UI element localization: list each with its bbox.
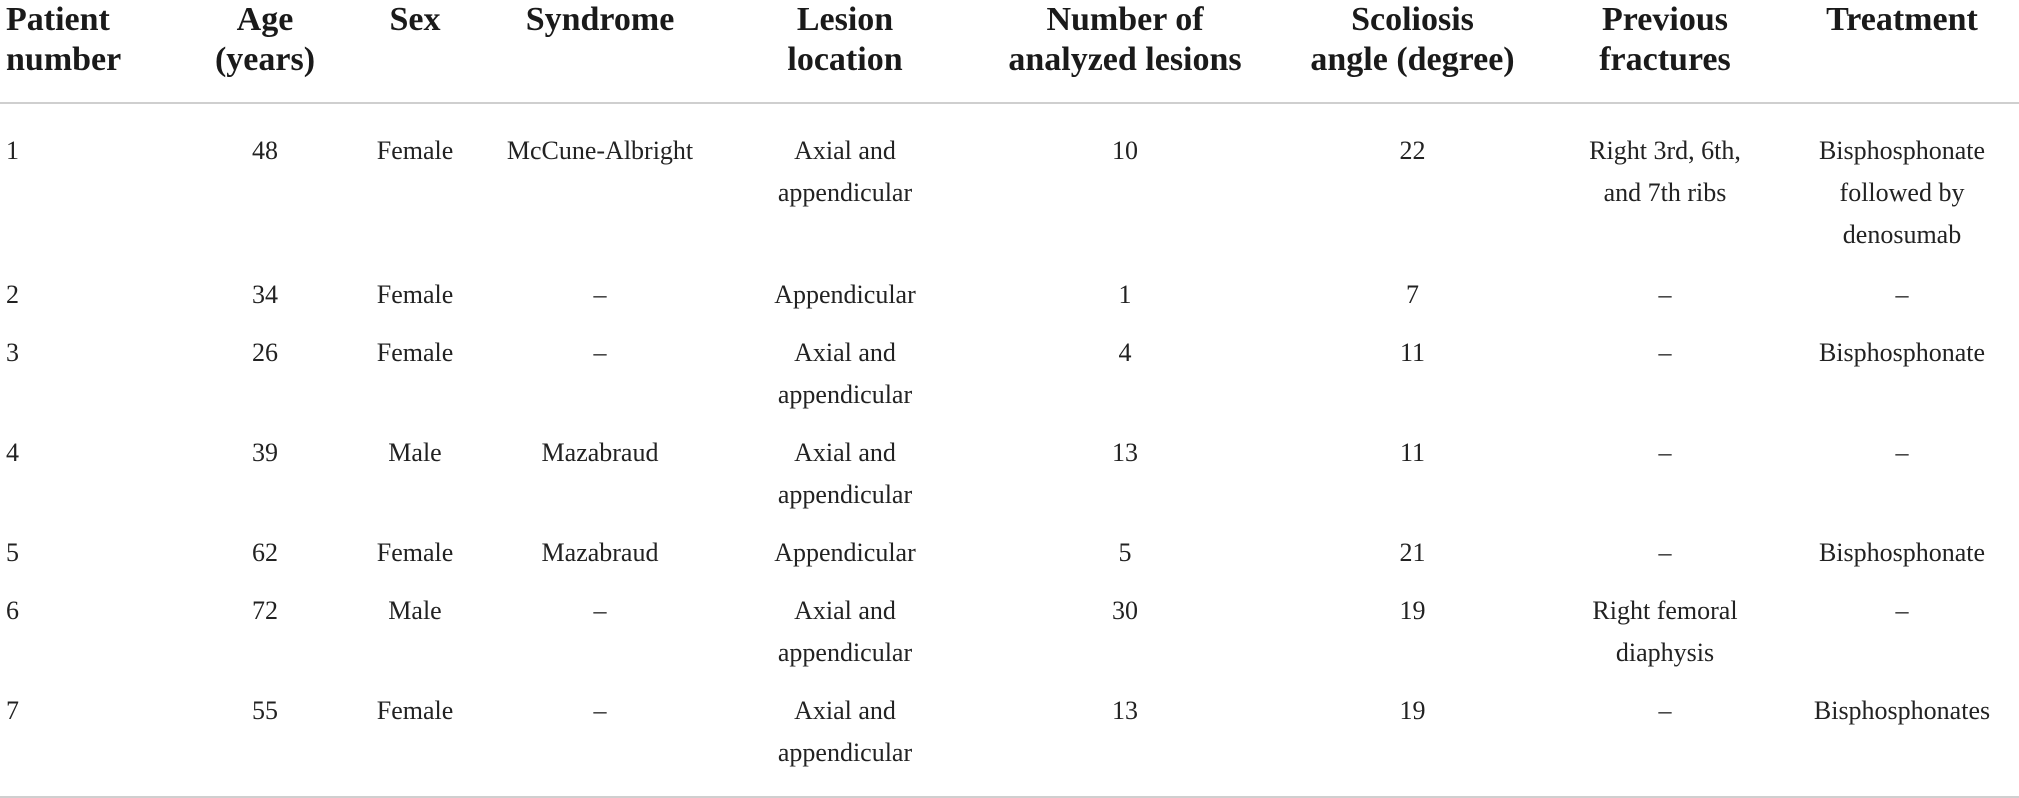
cell-text: 4 bbox=[1118, 338, 1132, 367]
cell-treatment bbox=[1785, 103, 2019, 266]
cell-text: 22 bbox=[1399, 136, 1426, 165]
column-header-number-of-lesions bbox=[970, 0, 1280, 103]
column-header-previous-fractures bbox=[1545, 0, 1785, 103]
cell-lesion-location bbox=[720, 103, 970, 266]
cell-text: – bbox=[1658, 438, 1672, 467]
cell-text: 55 bbox=[252, 696, 278, 725]
cell-syndrome bbox=[480, 424, 720, 524]
cell-patient-number bbox=[0, 582, 180, 682]
cell-syndrome bbox=[480, 582, 720, 682]
cell-number-of-lesions bbox=[970, 582, 1280, 682]
cell-text: – bbox=[1895, 438, 1909, 467]
cell-text: – bbox=[1658, 696, 1672, 725]
header-row bbox=[0, 0, 2019, 103]
cell-text: – bbox=[1658, 338, 1672, 367]
table-row bbox=[0, 324, 2019, 424]
column-header-line: (years) bbox=[214, 41, 316, 78]
cell-lesion-location bbox=[720, 324, 970, 424]
cell-previous-fractures bbox=[1545, 324, 1785, 424]
cell-text: – bbox=[1895, 596, 1909, 625]
cell-text: appendicular bbox=[777, 738, 913, 767]
column-header-line: angle (degree) bbox=[1310, 41, 1515, 78]
cell-treatment bbox=[1785, 324, 2019, 424]
cell-age bbox=[180, 424, 350, 524]
cell-age bbox=[180, 266, 350, 324]
cell-text: appendicular bbox=[777, 178, 913, 207]
cell-text: 5 bbox=[1118, 538, 1132, 567]
cell-syndrome bbox=[480, 103, 720, 266]
cell-text: Male bbox=[388, 596, 442, 625]
cell-text: 62 bbox=[252, 538, 278, 567]
cell-treatment bbox=[1785, 682, 2019, 797]
cell-text: appendicular bbox=[777, 638, 913, 667]
cell-text: denosumab bbox=[1842, 220, 1962, 249]
column-header-syndrome bbox=[480, 0, 720, 103]
cell-scoliosis-angle bbox=[1280, 324, 1545, 424]
cell-text: Male bbox=[388, 438, 442, 467]
cell-sex bbox=[350, 682, 480, 797]
cell-text: 6 bbox=[6, 596, 19, 625]
cell-text: 3 bbox=[6, 338, 19, 367]
cell-text: – bbox=[593, 596, 607, 625]
cell-text: 1 bbox=[1118, 280, 1132, 309]
cell-sex bbox=[350, 582, 480, 682]
cell-age bbox=[180, 582, 350, 682]
cell-scoliosis-angle bbox=[1280, 266, 1545, 324]
cell-age bbox=[180, 682, 350, 797]
column-header-sex bbox=[350, 0, 480, 103]
column-header-line: Treatment bbox=[1826, 1, 1978, 38]
cell-number-of-lesions bbox=[970, 682, 1280, 797]
cell-text: Female bbox=[376, 136, 454, 165]
cell-lesion-location bbox=[720, 424, 970, 524]
cell-sex bbox=[350, 266, 480, 324]
cell-text: Bisphosphonate bbox=[1818, 338, 1986, 367]
cell-lesion-location bbox=[720, 266, 970, 324]
cell-sex bbox=[350, 524, 480, 582]
cell-sex bbox=[350, 103, 480, 266]
cell-text: 13 bbox=[1112, 438, 1138, 467]
column-header-line: Sex bbox=[389, 1, 441, 38]
cell-text: 7 bbox=[6, 696, 19, 725]
cell-text: diaphysis bbox=[1615, 638, 1715, 667]
cell-number-of-lesions bbox=[970, 324, 1280, 424]
column-header-treatment bbox=[1785, 0, 2019, 103]
cell-text: 34 bbox=[252, 280, 278, 309]
cell-text: 5 bbox=[6, 538, 19, 567]
table-row bbox=[0, 524, 2019, 582]
cell-patient-number bbox=[0, 682, 180, 797]
cell-text: Axial and bbox=[794, 136, 896, 165]
cell-text: Right femoral bbox=[1592, 596, 1738, 625]
cell-text: Appendicular bbox=[774, 280, 916, 309]
column-header-line: Age bbox=[236, 1, 294, 38]
cell-syndrome bbox=[480, 324, 720, 424]
cell-text: Bisphosphonates bbox=[1813, 696, 1991, 725]
column-header-line: fractures bbox=[1599, 41, 1731, 78]
cell-text: – bbox=[593, 280, 607, 309]
cell-text: and 7th ribs bbox=[1603, 178, 1727, 207]
cell-text: – bbox=[1658, 538, 1672, 567]
cell-treatment bbox=[1785, 524, 2019, 582]
cell-text: appendicular bbox=[777, 480, 913, 509]
column-header-line: Scoliosis bbox=[1351, 1, 1474, 38]
cell-age bbox=[180, 103, 350, 266]
cell-age bbox=[180, 324, 350, 424]
cell-text: Right 3rd, 6th, bbox=[1589, 136, 1741, 165]
cell-text: 19 bbox=[1399, 696, 1426, 725]
cell-text: Mazabraud bbox=[541, 538, 659, 567]
cell-text: 2 bbox=[6, 280, 19, 309]
column-header-line: location bbox=[787, 41, 903, 78]
cell-sex bbox=[350, 324, 480, 424]
cell-scoliosis-angle bbox=[1280, 682, 1545, 797]
table-row bbox=[0, 682, 2019, 797]
table-row bbox=[0, 424, 2019, 524]
cell-text: 19 bbox=[1399, 596, 1426, 625]
cell-text: 30 bbox=[1112, 596, 1138, 625]
cell-patient-number bbox=[0, 424, 180, 524]
cell-previous-fractures bbox=[1545, 266, 1785, 324]
cell-scoliosis-angle bbox=[1280, 424, 1545, 524]
cell-treatment bbox=[1785, 582, 2019, 682]
cell-patient-number bbox=[0, 324, 180, 424]
cell-number-of-lesions bbox=[970, 266, 1280, 324]
table-body bbox=[0, 103, 2019, 797]
cell-lesion-location bbox=[720, 524, 970, 582]
cell-text: Female bbox=[376, 696, 454, 725]
cell-text: 26 bbox=[252, 338, 278, 367]
cell-syndrome bbox=[480, 682, 720, 797]
column-header-age bbox=[180, 0, 350, 103]
column-header-line: Lesion bbox=[796, 1, 894, 38]
cell-patient-number bbox=[0, 266, 180, 324]
table-row bbox=[0, 103, 2019, 266]
cell-text: Female bbox=[376, 280, 454, 309]
cell-text: – bbox=[593, 338, 607, 367]
column-header-line: Number of bbox=[1046, 1, 1204, 38]
cell-text: – bbox=[1895, 280, 1909, 309]
cell-treatment bbox=[1785, 266, 2019, 324]
cell-syndrome bbox=[480, 524, 720, 582]
column-header-line: number bbox=[6, 41, 122, 78]
cell-text: appendicular bbox=[777, 380, 913, 409]
cell-previous-fractures bbox=[1545, 424, 1785, 524]
column-header-line: Patient bbox=[6, 1, 110, 38]
cell-sex bbox=[350, 424, 480, 524]
cell-scoliosis-angle bbox=[1280, 582, 1545, 682]
cell-treatment bbox=[1785, 424, 2019, 524]
table-row bbox=[0, 582, 2019, 682]
cell-text: 72 bbox=[252, 596, 278, 625]
column-header-line: Syndrome bbox=[525, 1, 675, 38]
cell-text: Axial and bbox=[794, 438, 896, 467]
cell-text: McCune-Albright bbox=[506, 136, 694, 165]
column-header-lesion-location bbox=[720, 0, 970, 103]
cell-text: Appendicular bbox=[774, 538, 916, 567]
cell-text: – bbox=[593, 696, 607, 725]
table-header bbox=[0, 0, 2019, 103]
cell-text: 13 bbox=[1112, 696, 1138, 725]
cell-number-of-lesions bbox=[970, 103, 1280, 266]
cell-text: Female bbox=[376, 538, 454, 567]
cell-previous-fractures bbox=[1545, 582, 1785, 682]
cell-patient-number bbox=[0, 103, 180, 266]
cell-text: 4 bbox=[6, 438, 19, 467]
cell-number-of-lesions bbox=[970, 424, 1280, 524]
cell-text: 21 bbox=[1399, 538, 1426, 567]
cell-text: 48 bbox=[252, 136, 278, 165]
cell-previous-fractures bbox=[1545, 524, 1785, 582]
cell-patient-number bbox=[0, 524, 180, 582]
cell-text: Axial and bbox=[794, 338, 896, 367]
cell-scoliosis-angle bbox=[1280, 103, 1545, 266]
cell-age bbox=[180, 524, 350, 582]
cell-text: 39 bbox=[252, 438, 278, 467]
cell-scoliosis-angle bbox=[1280, 524, 1545, 582]
cell-text: Mazabraud bbox=[541, 438, 659, 467]
cell-previous-fractures bbox=[1545, 103, 1785, 266]
cell-previous-fractures bbox=[1545, 682, 1785, 797]
column-header-patient-number bbox=[0, 0, 180, 103]
cell-text: 11 bbox=[1399, 438, 1426, 467]
cell-text: Bisphosphonate bbox=[1818, 538, 1986, 567]
cell-text: 10 bbox=[1112, 136, 1138, 165]
cell-text: – bbox=[1658, 280, 1672, 309]
cell-text: Axial and bbox=[794, 596, 896, 625]
cell-text: followed by bbox=[1839, 178, 1965, 207]
cell-text: Female bbox=[376, 338, 454, 367]
cell-text: Axial and bbox=[794, 696, 896, 725]
column-header-line: analyzed lesions bbox=[1008, 41, 1242, 78]
cell-text: Bisphosphonate bbox=[1818, 136, 1986, 165]
cell-lesion-location bbox=[720, 682, 970, 797]
cell-syndrome bbox=[480, 266, 720, 324]
cell-text: 11 bbox=[1399, 338, 1426, 367]
cell-number-of-lesions bbox=[970, 524, 1280, 582]
cell-text: 1 bbox=[6, 136, 19, 165]
cell-text: 7 bbox=[1406, 280, 1419, 309]
column-header-scoliosis-angle bbox=[1280, 0, 1545, 103]
column-header-line: Previous bbox=[1602, 1, 1728, 38]
cell-lesion-location bbox=[720, 582, 970, 682]
table-row bbox=[0, 266, 2019, 324]
